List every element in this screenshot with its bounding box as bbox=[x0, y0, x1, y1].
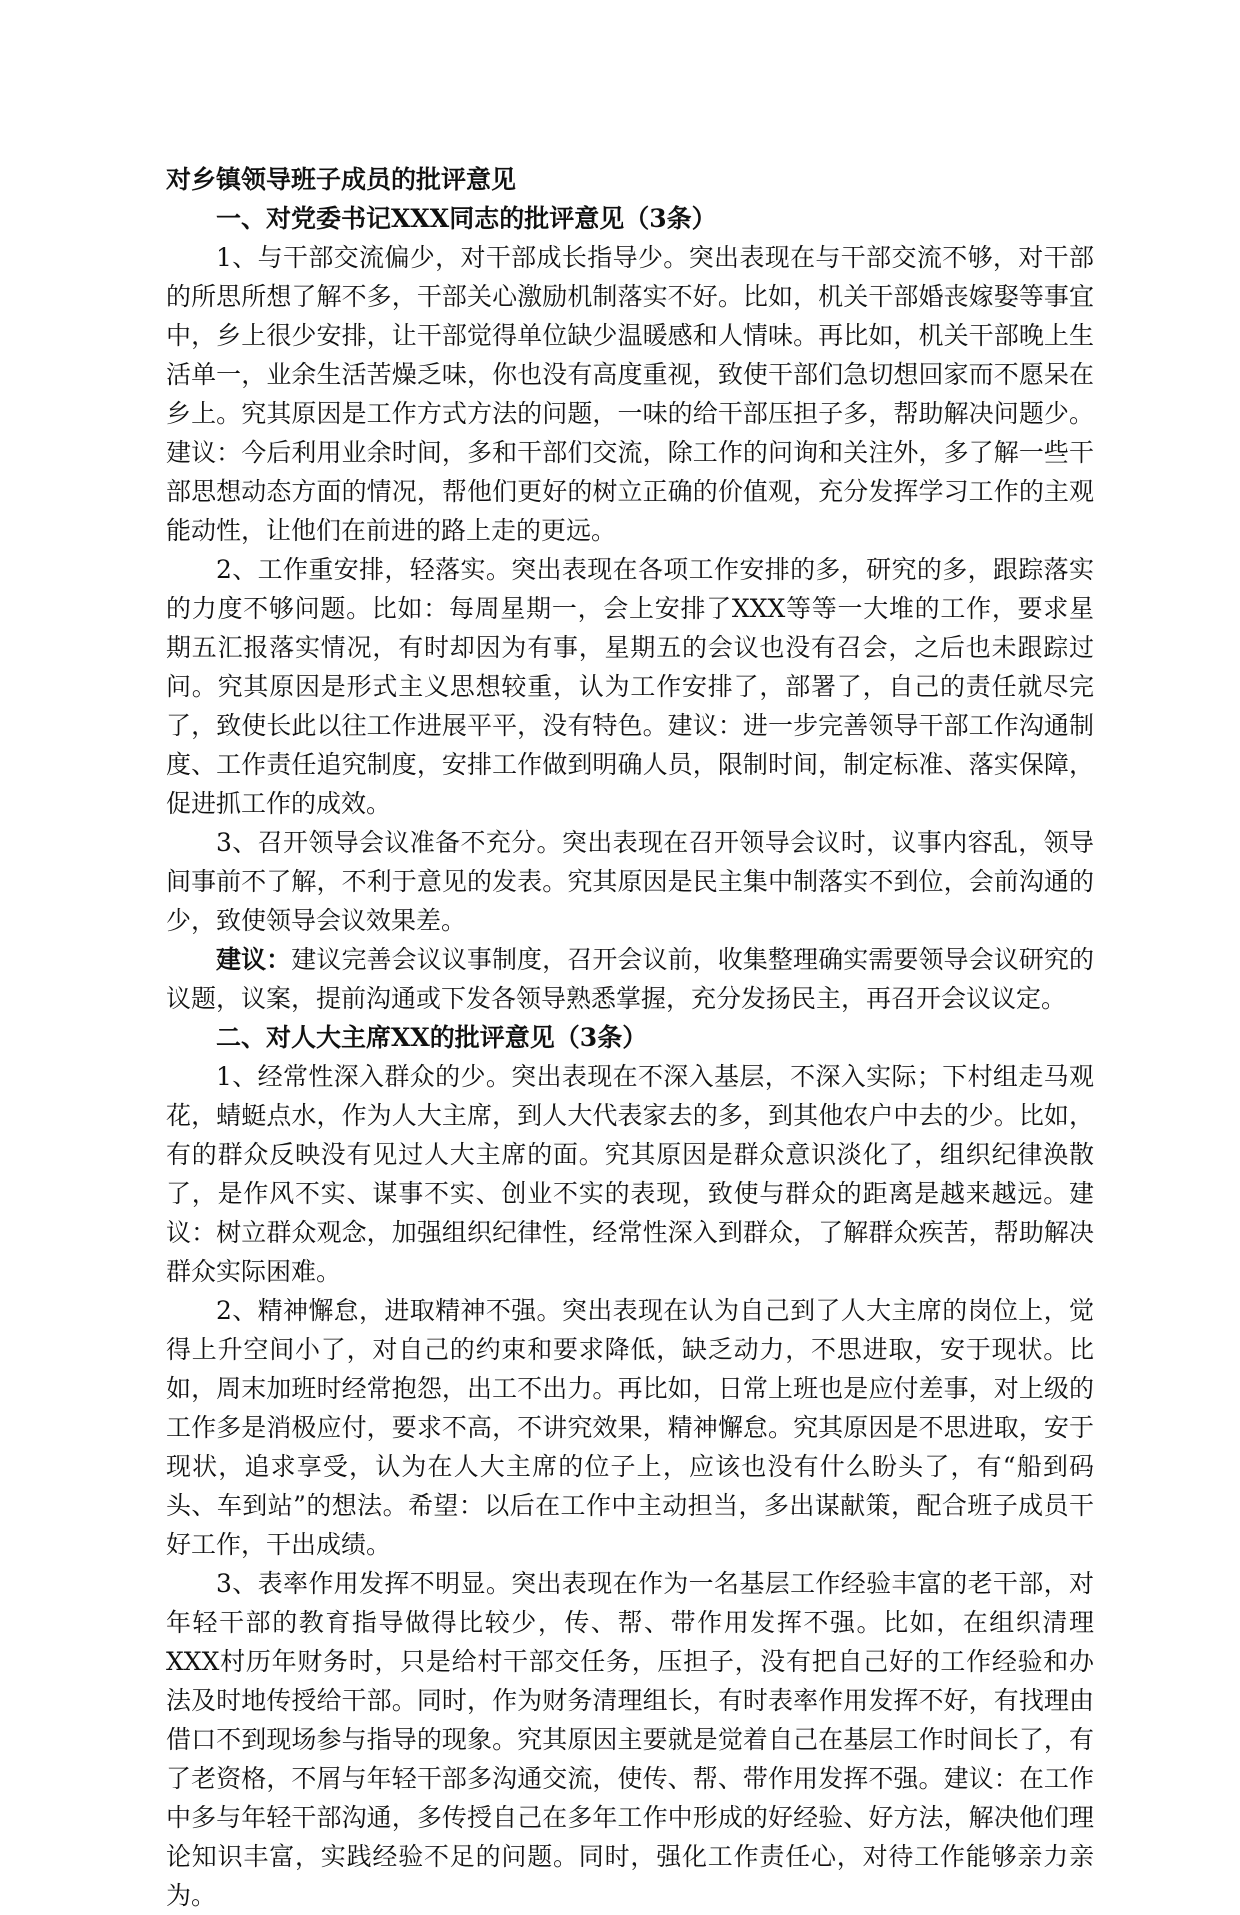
section-2-item-1: 1、经常性深入群众的少。突出表现在不深入基层，不深入实际；下村组走马观花，蜻蜓点水，作为人大主席，到人大代表家去的多，到其他农户中去的少。比如，有的群众反映没有见过人大主席的面。究其原因是群众意识淡化了，组织纪律涣散了，是作风不实、谋事不实、创业不实的表现，致使与群众的距离是越来越远。建议：树立群众观念，加强组织纪律性，经常性深入到群众，了解群众疾苦，帮助解决群众实际困难。 bbox=[166, 1062, 1094, 1286]
advice-label: 建议： bbox=[216, 945, 292, 974]
section-1-item-1: 1、与干部交流偏少，对干部成长指导少。突出表现在与干部交流不够，对干部的所思所想了解不多，干部关心激励机制落实不好。比如，机关干部婚丧嫁娶等事宜中，乡上很少安排，让干部觉得单位缺少温暖感和人情味。再比如，机关干部晚上生活单一，业余生活苦燥乏味，你也没有高度重视，致使干部们急切想回家而不愿呆在乡上。究其原因是工作方式方法的问题，一味的给干部压担子多，帮助解决问题少。建议：今后利用业余时间，多和干部们交流，除工作的问询和关注外，多了解一些干部思想动态方面的情况，帮他们更好的树立正确的价值观，充分发挥学习工作的主观能动性，让他们在前进的路上走的更远。 bbox=[166, 243, 1094, 545]
section-2-item-3: 3、表率作用发挥不明显。突出表现在作为一名基层工作经验丰富的老干部，对年轻干部的教育指导做得比较少，传、帮、带作用发挥不强。比如，在组织清理XXX村历年财务时，只是给村干部交任务，压担子，没有把自己好的工作经验和办法及时地传授给干部。同时，作为财务清理组长，有时表率作用发挥不好，有找理由借口不到现场参与指导的现象。究其原因主要就是觉着自己在基层工作时间长了，有了老资格，不屑与年轻干部多沟通交流，使传、帮、带作用发挥不强。建议：在工作中多与年轻干部沟通，多传授自己在多年工作中形成的好经验、好方法，解决他们理论知识丰富，实践经验不足的问题。同时，强化工作责任心，对待工作能够亲力亲为。 bbox=[166, 1569, 1094, 1910]
section-2-item-2: 2、精神懈怠，进取精神不强。突出表现在认为自己到了人大主席的岗位上，觉得上升空间小了，对自己的约束和要求降低，缺乏动力，不思进取，安于现状。比如，周末加班时经常抱怨，出工不出力。再比如，日常上班也是应付差事，对上级的工作多是消极应付，要求不高，不讲究效果，精神懈怠。究其原因是不思进取，安于现状，追求享受，认为在人大主席的位子上，应该也没有什么盼头了，有“船到码头、车到站”的想法。希望：以后在工作中主动担当，多出谋献策，配合班子成员干好工作，干出成绩。 bbox=[166, 1296, 1094, 1559]
advice-text: 建议完善会议议事制度，召开会议前，收集整理确实需要领导会议研究的议题，议案，提前沟通或下发各领导熟悉掌握，充分发扬民主，再召开会议议定。 bbox=[166, 945, 1094, 1013]
document-page bbox=[166, 160, 1094, 1915]
section-heading-1: 一、对党委书记XXX同志的批评意见（3条） bbox=[216, 204, 717, 233]
document-title: 对乡镇领导班子成员的批评意见 bbox=[166, 165, 517, 194]
section-1-item-3: 3、召开领导会议准备不充分。突出表现在召开领导会议时，议事内容乱，领导间事前不了解，不利于意见的发表。究其原因是民主集中制落实不到位，会前沟通的少，致使领导会议效果差。 bbox=[166, 828, 1094, 935]
section-1-advice bbox=[166, 940, 1094, 1018]
section-1-item-2: 2、工作重安排，轻落实。突出表现在各项工作安排的多，研究的多，跟踪落实的力度不够问题。比如：每周星期一，会上安排了XXX等等一大堆的工作，要求星期五汇报落实情况，有时却因为有事，星期五的会议也没有召会，之后也未跟踪过问。究其原因是形式主义思想较重，认为工作安排了，部署了，自己的责任就尽完了，致使长此以往工作进展平平，没有特色。建议：进一步完善领导干部工作沟通制度、工作责任追究制度，安排工作做到明确人员，限制时间，制定标准、落实保障，促进抓工作的成效。 bbox=[166, 555, 1094, 818]
section-heading-2: 二、对人大主席XX的批评意见（3条） bbox=[216, 1023, 648, 1052]
